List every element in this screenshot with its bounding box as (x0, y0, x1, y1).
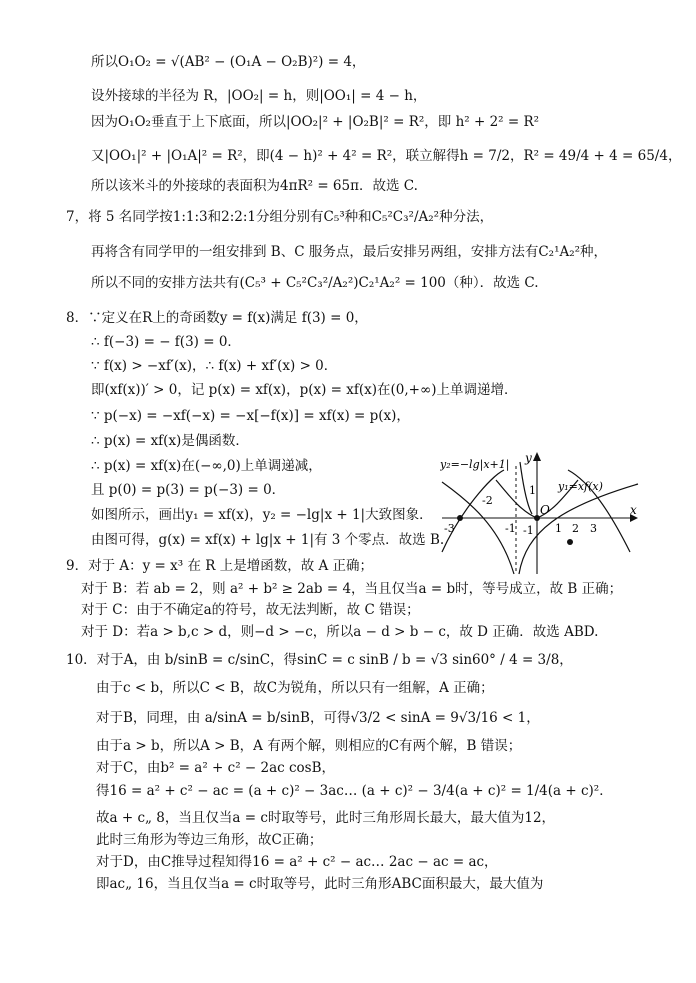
y-tick-label: 1 (529, 484, 536, 497)
text-line: ∴ p(x) = xf(x)是偶函数． (91, 433, 249, 449)
text-line: 且 p(0) = p(3) = p(−3) = 0． (91, 482, 286, 498)
text-line: 再将含有同学甲的一组安排到 B、C 服务点，最后安排另两组，安排方法有C₂¹A₂²种， (91, 244, 608, 260)
intersection-point (457, 515, 463, 521)
text-line: 由于a > b，所以A > B，A 有两个解，则相应的C有两个解，B 错误； (96, 738, 522, 754)
text-line: 对于C，由b² = a² + c² − 2ac cosB， (96, 760, 336, 776)
text-line: 对于 D：若a > b,c > d，则−d > −c，所以a − d > b − c，故 D 正确．故选 ABD. (81, 624, 599, 640)
tick-label: 3 (590, 522, 597, 535)
text-line: 8．∵定义在R上的奇函数y = f(x)满足 f(3) = 0， (66, 310, 368, 326)
text-line: ∴ p(x) = xf(x)在(−∞,0)上单调递减， (91, 458, 322, 474)
y1-curve-left (442, 470, 504, 552)
text-line: 如图所示，画出y₁ = xf(x)，y₂ = −lg|x + 1|大致图象． (91, 507, 433, 523)
text-line: 因为O₁O₂垂直于上下底面，所以|OO₂|² + |O₂B|² = R²，即 h² + 2² = R² (91, 114, 540, 130)
text-line: 所以O₁O₂ = √(AB² − (O₁A − O₂B)²) = 4， (91, 54, 366, 70)
intersection-point (567, 539, 573, 545)
tick-label: -1 (505, 522, 516, 535)
text-line: 即ac„ 16，当且仅当a = c时取等号，此时三角形ABC面积最大，最大值为 (96, 876, 544, 892)
text-line: 由于c < b，所以C < B，故C为锐角，所以只有一组解，A 正确； (96, 680, 494, 696)
text-line: ∴ f(−3) = − f(3) = 0． (91, 334, 241, 350)
text-line: 又|OO₁|² + |O₁A|² = R²，即(4 − h)² + 4² = R²，联立解得h = 7/2，R² = 49/4 + 4 = 65/4， (91, 148, 682, 164)
text-line: 所以该米斗的外接球的表面积为4πR² = 65π．故选 C. (91, 178, 418, 194)
text-line: 由图可得，g(x) = xf(x) + lg|x + 1|有 3 个零点．故选 B. (91, 532, 445, 548)
y-axis-arrow (533, 452, 541, 461)
text-line: 所以不同的安排方法共有(C₅³ + C₅²C₃²/A₂²)C₂¹A₂² = 100（种）．故选 C. (91, 275, 539, 291)
label-y-axis: y (525, 452, 532, 465)
text-line: 故a + c„ 8，当且仅当a = c时取等号，此时三角形周长最大，最大值为12， (96, 810, 556, 826)
y-tick-label: -1 (523, 524, 534, 537)
text-line: 对于 B：若 ab = 2，则 a² + b² ≥ 2ab = 4，当且仅当a = b时，等号成立，故 B 正确； (81, 581, 623, 597)
text-line: 7，将 5 名同学按1:1:3和2:2:1分组分别有C₅³种和C₅²C₃²/A₂²种分法， (66, 209, 494, 225)
text-line: 即(xf(x))′ > 0，记 p(x) = xf(x)，p(x) = xf(x)在(0,+∞)上单调递增． (91, 382, 518, 398)
label-y1: y₁=xf(x) (558, 480, 603, 493)
tick-label: 2 (572, 522, 579, 535)
tick-label: 1 (555, 522, 562, 535)
label-y2: y₂=−lg|x+1| (440, 458, 510, 471)
tick-label: -3 (444, 522, 455, 535)
function-graph-figure (440, 452, 640, 577)
text-line: 对于 C：由于不确定a的符号，故无法判断，故 C 错误； (81, 602, 420, 618)
tick-label: -2 (482, 494, 493, 507)
label-x-axis: x (630, 503, 637, 517)
text-line: 设外接球的半径为 R，|OO₂| = h，则|OO₁| = 4 − h， (91, 88, 427, 104)
text-line: 对于D，由C推导过程知得16 = a² + c² − ac… 2ac − ac = ac， (96, 854, 498, 870)
text-line: ∵ p(−x) = −xf(−x) = −x[−f(x)] = xf(x) = p(x)， (91, 408, 410, 424)
label-origin: O (540, 503, 550, 517)
text-line: 此时三角形为等边三角形，故C正确； (96, 832, 323, 848)
text-line: 9．对于 A：y = x³ 在 R 上是增函数，故 A 正确； (66, 558, 374, 574)
text-line: 对于B，同理，由 a/sinA = b/sinB，可得√3/2 < sinA = 9√3/16 < 1， (96, 710, 540, 726)
text-line: 10．对于A，由 b/sinB = c/sinC，得sinC = c sinB / b = √3 sin60° / 4 = 3/8， (66, 652, 573, 668)
text-line: ∵ f(x) > −xf′(x)，∴ f(x) + xf′(x) > 0． (91, 358, 338, 374)
text-line: 得16 = a² + c² − ac = (a + c)² − 3ac… (a + c)² − 3/4(a + c)² = 1/4(a + c)²． (96, 783, 613, 799)
